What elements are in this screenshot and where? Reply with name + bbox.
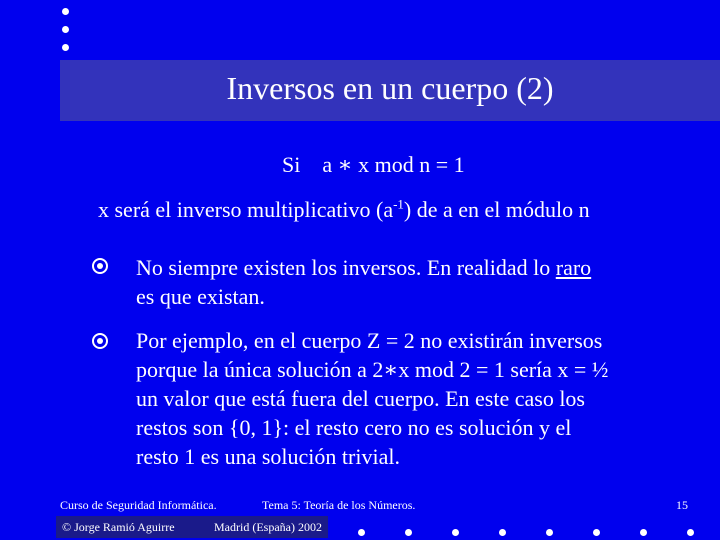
decor-dot: [593, 529, 600, 536]
decor-dot: [452, 529, 459, 536]
decor-dot: [62, 26, 69, 33]
decor-dot: [62, 44, 69, 51]
formula-expression: a ∗ x mod n = 1: [322, 152, 465, 177]
definition-after: ) de a en el módulo n: [403, 197, 590, 222]
footer-place: Madrid (España) 2002: [214, 520, 322, 534]
decor-dot: [358, 529, 365, 536]
circle-dot-bullet-icon: [92, 333, 108, 349]
footer-course: Curso de Seguridad Informática.: [60, 498, 217, 512]
decor-dot: [640, 529, 647, 536]
bullet-2-text: [136, 326, 696, 471]
page-number: 15: [676, 498, 688, 512]
bullet-1-line1: No siempre existen los inversos. En realidad lo: [136, 255, 556, 280]
formula-line: [282, 152, 465, 178]
decor-dot: [405, 529, 412, 536]
definition-before: x será el inverso multiplicativo (a: [98, 197, 394, 222]
bullet-1-text: [136, 253, 696, 311]
decor-dot: [499, 529, 506, 536]
bullet-2-line: Por ejemplo, en el cuerpo Z = 2 no existirán inversos: [136, 328, 603, 353]
decor-dot: [62, 8, 69, 15]
bullet-2-line: un valor que está fuera del cuerpo. En este caso los: [136, 386, 585, 411]
bullet-1-line2: es que existan.: [136, 284, 265, 309]
bullet-2-line: resto 1 es una solución trivial.: [136, 444, 400, 469]
definition-exponent: -1: [393, 196, 404, 212]
footer-topic: Tema 5: Teoría de los Números.: [262, 498, 416, 512]
definition-line: [98, 197, 590, 223]
decor-dot: [546, 529, 553, 536]
decor-dot: [687, 529, 694, 536]
footer-author: © Jorge Ramió Aguirre: [62, 520, 175, 534]
bullet-2-line: restos son {0, 1}: el resto cero no es solución y el: [136, 415, 572, 440]
circle-dot-bullet-icon: [92, 258, 108, 274]
bullet-2-line: porque la única solución a 2∗x mod 2 = 1 sería x = ½: [136, 357, 609, 382]
bullet-1-underlined-word: raro: [555, 255, 592, 280]
formula-prefix: Si: [282, 152, 301, 177]
slide-title: Inversos en un cuerpo (2): [226, 70, 554, 106]
